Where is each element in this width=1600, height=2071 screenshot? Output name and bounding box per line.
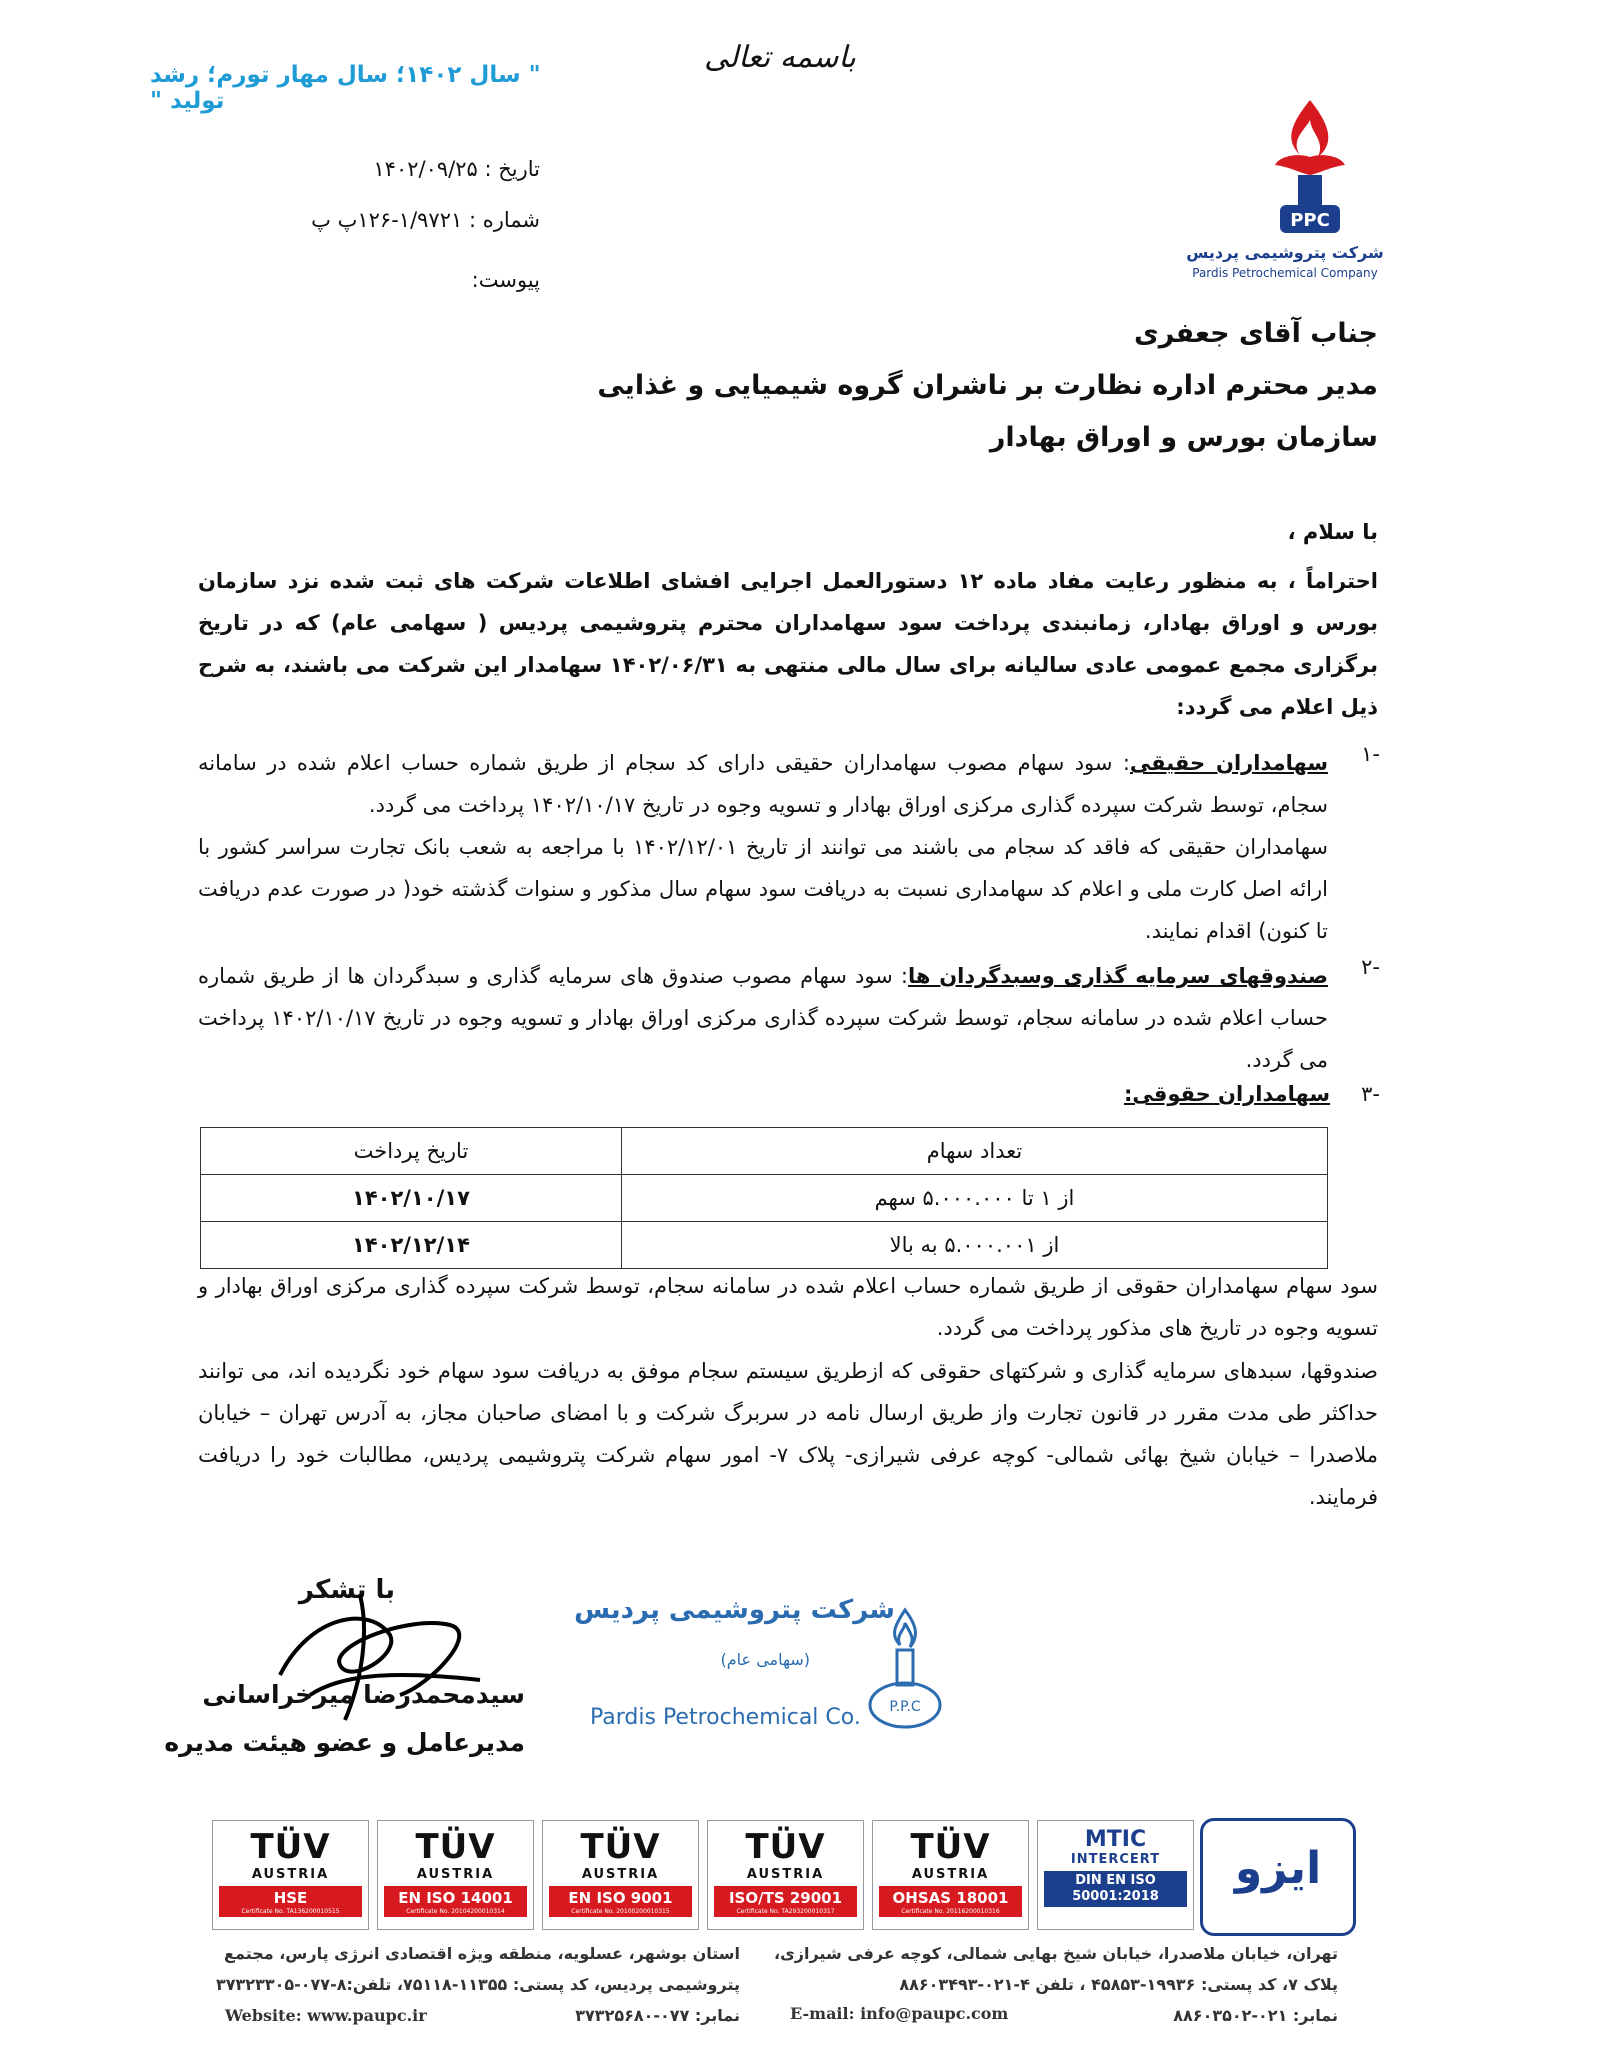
closing-paragraph: صندوقها، سبدهای سرمایه گذاری و شرکتهای حقوقی که ازطریق سیستم سجام موفق به دریافت سود سهام خود نگردیده اند، می توانند حداکثر طی مدت مقرر در قانون تجارت واز طریق ارسال نامه در سربرگ شرکت و با امضای صاحبان مجاز، به آدرس تهران – خیابان ملاصدرا – خیابان شیخ بهائی شمالی- کوچه عرفی شیرازی- پلاک ۷- امور سهام شرکت پتروشیمی پردیس، مطالبات خود را دریافت فرمایند. [198,1359,1379,1509]
bismillah-heading: باسمه تعالی [704,40,856,75]
cert-tuv-iso29001 [707,1820,864,1930]
cert-sub: INTERCERT [1070,1852,1161,1867]
tuv-logo-icon: TÜV [250,1827,331,1867]
stamp-name-en: Pardis Petrochemical Co. [590,1705,861,1730]
footer-website-link[interactable]: Website: www.paupc.ir [225,2006,427,2025]
item-2-title: صندوقهای سرمایه گذاری وسبدگردان ها [907,964,1328,988]
greeting: با سلام ، [1287,520,1378,544]
year-slogan: " سال ۱۴۰۲؛ سال مهار تورم؛ رشد تولید " [150,62,541,114]
addressee-organization: سازمان بورس و اوراق بهادار [989,422,1378,453]
item-3-title: سهامداران حقوقی: [1123,1082,1330,1106]
stamp-type: (سهامی عام) [720,1650,810,1669]
cert-number: Certificate No. 20100200010315 [549,1908,692,1917]
legal-shareholders-table [200,1127,1328,1269]
item-3-number: -۳ [1361,1082,1380,1106]
thanks-text: با تشکر [298,1575,395,1605]
footer-tehran-address-1: تهران، خیابان ملاصدرا، خیابان شیخ بهایی شمالی، کوچه عرفی شیرازی، [774,1944,1338,1963]
footer-tehran-address-2: پلاک ۷، کد پستی: ۱۹۹۳۶-۴۵۸۵۳ ، تلفن ۴-۰۲۱-۸۸۶۰۳۴۹۳ [899,1975,1338,1994]
addressee-name: جناب آقای جعفری [1133,318,1378,349]
cert-standard: EN ISO 9001 [549,1886,692,1908]
intro-paragraph: احتراماً ، به منظور رعایت مفاد ماده ۱۲ دستورالعمل اجرایی افشای اطلاعات شرکت های ثبت شده نزد سازمان بورس و اوراق بهادار، زمانبندی پرداخت سود سهامداران محترم پتروشیمی پردیس ( سهامی عام) که در تاریخ برگزاری مجمع عمومی عادی سالیانه برای سال مالی منتهی به ۱۴۰۲/۰۶/۳۱ سهامدار این شرکت می باشند، به شرح ذیل اعلام می گردد: [198,569,1379,719]
cert-number: Certificate No. TA293200010317 [714,1908,857,1917]
letter-attachment: پیوست: [471,268,540,292]
cert-standard: ISO/TS 29001 [714,1886,857,1908]
footer-asaluyeh-address-2: پتروشیمی پردیس، کد پستی: ۱۱۳۵۵-۷۵۱۱۸، تلفن:۸-۰۷۷-۳۷۳۲۳۳۰۵ [216,1975,740,1994]
item-2-number: -۲ [1361,955,1380,979]
item-1-text: : سود سهام مصوب سهامداران حقیقی دارای کد سجام از طریق شماره حساب اعلام شده در سامانه سجام، توسط شرکت سپرده گذاری مرکزی اوراق بهادار و تسویه وجوه در تاریخ ۱۴۰۲/۱۰/۱۷ پرداخت می گردد. [198,751,1328,817]
cert-tuv-ohsas18001 [872,1820,1029,1930]
cert-sub: AUSTRIA [581,1867,660,1882]
tuv-logo-icon: TÜV [580,1827,661,1867]
footer-asaluyeh-fax: نمابر: ۰۷۷-۳۷۳۲۵۶۸۰ [575,2006,740,2025]
cert-number: Certificate No. 20116200010316 [879,1908,1022,1917]
cert-number: Certificate No. TA136200010515 [219,1908,362,1917]
table-header-cell: تاریخ پرداخت [201,1128,622,1175]
cert-standard: EN ISO 14001 [384,1886,527,1908]
cert-tuv-iso9001 [542,1820,699,1930]
item-1-paragraph [198,742,1328,826]
cert-standard: OHSAS 18001 [879,1886,1022,1908]
flame-logo-icon [1230,95,1390,245]
item-1-paragraph-2: سهامداران حقیقی که فاقد کد سجام می باشند می توانند از تاریخ ۱۴۰۲/۱۲/۰۱ با مراجعه به شعب بانک تجارت سراسر کشور با ارائه اصل کارت ملی و اعلام کد سهامداری نسبت به دریافت سود سهام سال مذکور و سنوات گذشته خود( در صورت عدم دریافت تا کنون) اقدام نمایند. [198,835,1329,943]
cert-sub: AUSTRIA [251,1867,330,1882]
logo-company-name-en: Pardis Petrochemical Company [1192,266,1378,280]
table-cell: از ۵.۰۰۰.۰۰۱ به بالا [621,1222,1327,1269]
item-2-text: : سود سهام مصوب صندوق های سرمایه گذاری و سبدگردان ها از طریق شماره حساب اعلام شده در سامانه سجام، توسط شرکت سپرده گذاری مرکزی اوراق بهادار و تسویه وجوه در تاریخ ۱۴۰۲/۱۰/۱۷ پرداخت می گردد. [198,964,1328,1072]
table-header-cell: تعداد سهام [621,1128,1327,1175]
item-2-paragraph [198,955,1328,1081]
tuv-logo-icon: TÜV [415,1827,496,1867]
mtic-logo-icon: MTIC [1084,1827,1147,1852]
cert-tuv-iso14001 [377,1820,534,1930]
cert-sub: AUSTRIA [416,1867,495,1882]
table-header-row [201,1128,1328,1175]
table-cell: ۱۴۰۲/۱۰/۱۷ [201,1175,622,1222]
cert-number: Certificate No. 20104200010314 [384,1908,527,1917]
cert-mtic-iso50001 [1037,1820,1194,1930]
iso-institute-logo-icon: ایزو [1200,1818,1356,1936]
signatory-name: سیدمحمدرضا میرخراسانی [202,1680,525,1709]
addressee-title: مدیر محترم اداره نظارت بر ناشران گروه شیمیایی و غذایی [597,370,1378,401]
footer-email-link[interactable]: E-mail: info@paupc.com [790,2004,1009,2023]
table-row [201,1175,1328,1222]
table-row [201,1222,1328,1269]
logo-company-name-fa: شرکت پتروشیمی پردیس [1186,243,1384,262]
cert-sub: AUSTRIA [911,1867,990,1882]
item-1-title: سهامداران حقیقی [1129,751,1328,775]
svg-text:P.P.C: P.P.C [889,1699,921,1715]
table-cell: از ۱ تا ۵.۰۰۰.۰۰۰ سهم [621,1175,1327,1222]
signatory-title: مدیرعامل و عضو هیئت مدیره [164,1728,525,1757]
tuv-logo-icon: TÜV [745,1827,826,1867]
table-cell: ۱۴۰۲/۱۲/۱۴ [201,1222,622,1269]
cert-standard: DIN EN ISO 50001:2018 [1044,1871,1187,1907]
tuv-logo-icon: TÜV [910,1827,991,1867]
letter-date: تاریخ : ۱۴۰۲/۰۹/۲۵ [373,157,540,181]
stamp-emblem-icon [860,1605,950,1735]
footer-asaluyeh-address-1: استان بوشهر، عسلویه، منطقه ویژه اقتصادی انرژی پارس، مجتمع [224,1944,740,1963]
company-stamp [560,1575,980,1785]
stamp-name-fa: شرکت پتروشیمی پردیس [574,1595,895,1625]
svg-text:PPC: PPC [1290,210,1330,231]
after-table-paragraph: سود سهام سهامداران حقوقی از طریق شماره حساب اعلام شده در سامانه سجام، توسط شرکت سپرده گذاری مرکزی اوراق بهادار و تسویه وجوه در تاریخ های مذکور پرداخت می گردد. [198,1274,1378,1340]
cert-standard: HSE [219,1886,362,1908]
letter-number: شماره : ۱/۹۷۲۱-۱۲۶پ پ [311,208,540,232]
item-1-number: -۱ [1361,742,1380,766]
footer-tehran-fax: نمابر: ۰۲۱-۸۸۶۰۳۵۰۲ [1173,2006,1338,2025]
cert-sub: AUSTRIA [746,1867,825,1882]
cert-tuv-hse [212,1820,369,1930]
